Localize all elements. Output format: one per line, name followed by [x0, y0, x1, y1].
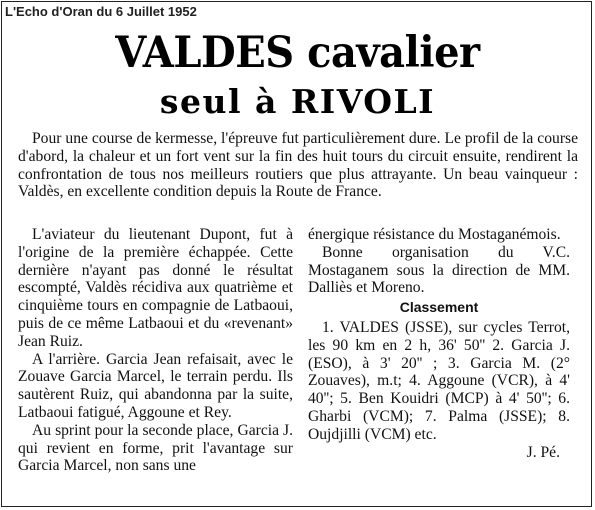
- headline-line-1: VALDES cavalier: [115, 28, 480, 78]
- left-paragraph-2: A l'arrière. Garcia Jean refaisait, avec le Zouave Garcia Marcel, le terrain perdu. Ils sautèrent Ruiz, qui abandonna par la suite, Latbaoui fatigué, Aggoune et Rey.: [18, 350, 293, 421]
- right-paragraph: Bonne organisation du V.C. Mostaganem sous la direction de MM. Dalliès et Moreno.: [308, 243, 570, 297]
- classement-results: 1. VALDES (JSSE), sur cycles Terrot, les 90 km en 2 h, 36' 50'' 2. Garcia J. (ESO), à 3' 20'' ; 3. Garcia M. (2° Zouaves), m.t; 4. Aggoune (VCR), à 4' 40''; 5. Ben Kouidri (MCP) à 4' 50''; 6. Gharbi (VCM); 7. Palma (JSSE); 8. Oujdjilli (VCM) etc.: [308, 318, 570, 443]
- headline-line-2: seul à RIVOLI: [159, 82, 436, 121]
- left-paragraph-1: L'aviateur du lieutenant Dupont, fut à l'origine de la première échappée. Cette dernière n'ayant pas donné le résultat escompté, Valdès récidiva aux quatrième et cinquième tours en compagnie de Latbaoui, puis de ce même Latbaoui et du «revenant» Jean Ruiz.: [18, 226, 293, 350]
- intro-paragraph: Pour une course de kermesse, l'épreuve fut particulièrement dure. Le profil de la course d'abord, la chaleur et un fort vent sur la fin des huit tours du circuit ensuite, rendirent la confrontation de tous nos meilleurs routiers que plus attrayante. Un beau vainqueur : Valdès, en excellente condition depuis la Route de France.: [18, 130, 578, 201]
- author-signature: J. Pé.: [526, 443, 560, 461]
- classement-heading: Classement: [399, 299, 479, 316]
- left-paragraph-3: Au sprint pour la seconde place, Garcia J. qui revient en forme, prit l'avantage sur Garcia Marcel, non sans une: [18, 421, 293, 475]
- left-column: [18, 226, 293, 475]
- newspaper-source: L'Echo d'Oran du 6 Juillet 1952: [5, 4, 197, 19]
- right-column: [308, 226, 570, 461]
- right-continuation: énergique résistance du Mostaganémois.: [308, 226, 561, 243]
